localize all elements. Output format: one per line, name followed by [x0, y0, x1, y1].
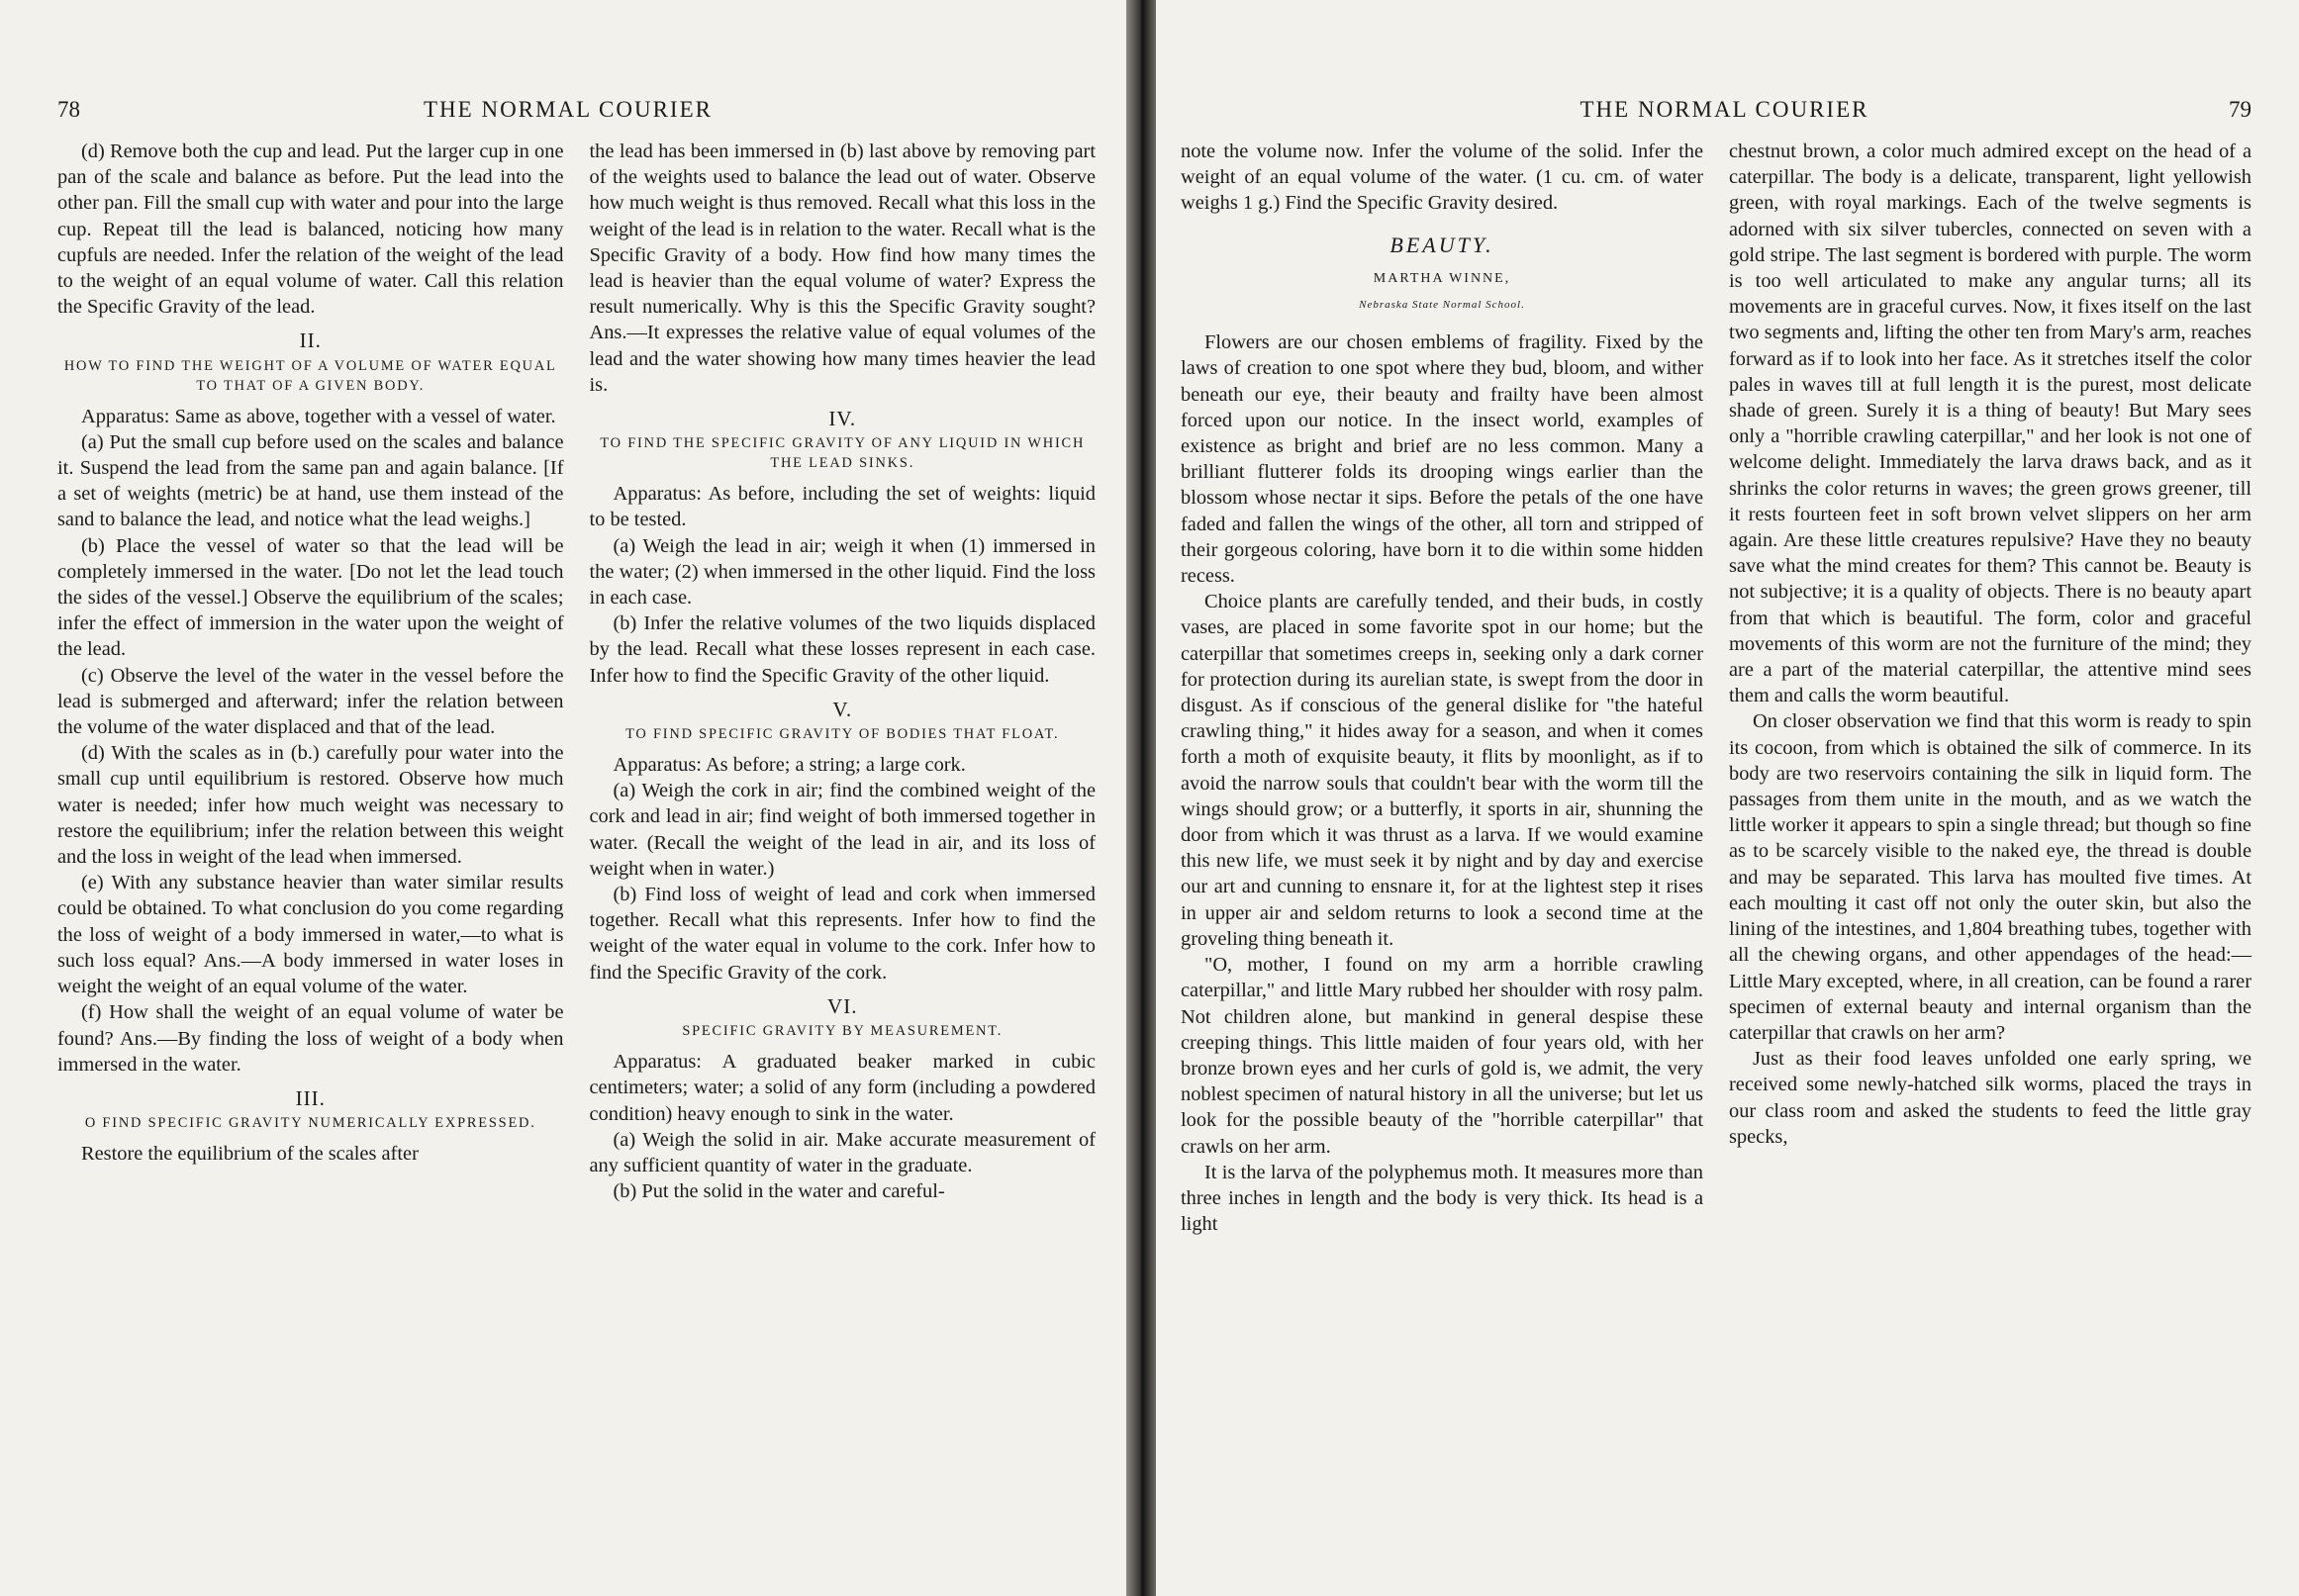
paragraph: (f) How shall the weight of an equal volume of water be found? Ans.—By finding the loss of weight of a body when immersed in the water.: [57, 1001, 564, 1076]
paragraph: Apparatus: Same as above, together with a vessel of water.: [81, 405, 556, 427]
section-number: II.: [299, 329, 322, 353]
right-page-number: 79: [2228, 97, 2251, 122]
left-column-2: [590, 139, 1097, 1204]
section-title: TO FIND SPECIFIC GRAVITY OF BODIES THAT FLOAT.: [625, 726, 1060, 743]
paragraph: (a) Weigh the solid in air. Make accurate measurement of any sufficient quantity of water in the graduate.: [589, 1128, 1096, 1176]
paragraph: Just as their food leaves unfolded one early spring, we received some newly-hatched silk worms, placed the trays in our class room and asked the students to feed the little gray specks,: [1729, 1048, 2251, 1148]
right-column-2: [1729, 139, 2251, 1237]
paragraph: "O, mother, I found on my arm a horrible crawling caterpillar," and little Mary rubbed her shoulder with rosy palm. Not children alone, but mankind in general despise these creeping things. This little maiden of four years old, with her bronze brown eyes and her curls of gold is, we admit, the very noblest specimen of natural history in all the universe; but let us look for the possible beauty of the "horrible caterpillar" that crawls on her arm.: [1181, 954, 1703, 1158]
paragraph: (e) With any substance heavier than water similar results could be obtained. To what conclusion do you come regarding the loss of weight of a body immersed in water,—to what is such loss equal? Ans.—A body immersed in water loses in weight the weight of an equal volume of the water.: [57, 872, 564, 998]
paragraph: note the volume now. Infer the volume of the solid. Infer the weight of an equal volume of the water. (1 cu. cm. of water weighs 1 g.) Find the Specific Gravity desired.: [1181, 141, 1703, 215]
paragraph: the lead has been immersed in (b) last above by removing part of the weights used to balance the lead out of water. Observe how much weight is thus removed. Recall what this loss in the weight of the lead is in relation to the water. Recall what is the Specific Gravity of a body. How find how many times the lead is heavier than the equal volume of water? Express the result numerically. Why is this the Specific Gravity sought? Ans.—It expresses the relative value of equal volumes of the lead and the water showing how many times heavier the lead is.: [589, 141, 1096, 396]
paragraph: On closer observation we find that this worm is ready to spin its cocoon, from which is obtained the silk of commerce. In its body are two reservoirs containing the silk in liquid form. The passages from them unite in the mouth, and as we watch the little worker it appears to spin a single thread; but though so fine as to be scarcely visible to the naked eye, the thread is double and may be separated. This larva has moulted five times. At each moulting it cast off not only the outer skin, but also the lining of the intestines, and 1,804 breathing tubes, together with all the chewing organs, and other appendages of the head:—Little Mary excepted, where, in all creation, can be found a rarer specimen of external beauty and internal organism than the caterpillar that crawls on her arm?: [1729, 710, 2251, 1044]
right-page: [1133, 0, 2299, 1596]
paragraph: (d) Remove both the cup and lead. Put the larger cup in one pan of the scale and balance as before. Put the lead into the other pan. Fill the small cup with water and pour into the large cup. Repeat till the lead is balanced, noticing how many cupfuls are needed. Infer the relation of the weight of the lead to the weight of an equal volume of water. Call this relation the Specific Gravity of the lead.: [57, 141, 564, 319]
paragraph: (b) Find loss of weight of lead and cork when immersed together. Recall what this represents. Infer how to find the weight of the water equal in volume to the cork. Infer how to find the Specific Gravity of the cork.: [589, 884, 1096, 984]
left-page-number: 78: [57, 97, 80, 122]
paragraph: (c) Observe the level of the water in the vessel before the lead is submerged and afterward; infer the relation between the volume of the water displaced and that of the lead.: [57, 664, 564, 739]
right-journal-title: THE NORMAL COURIER: [1580, 97, 1869, 122]
book-gutter: [1126, 0, 1156, 1596]
section-title: TO FIND THE SPECIFIC GRAVITY OF ANY LIQUID IN WHICH THE LEAD SINKS.: [600, 435, 1086, 472]
section-title: O FIND SPECIFIC GRAVITY NUMERICALLY EXPRESSED.: [84, 1115, 536, 1132]
paragraph: (b) Put the solid in the water and careful-: [613, 1180, 945, 1203]
paragraph: Apparatus: As before, including the set of weights: liquid to be tested.: [589, 483, 1096, 531]
paragraph: (d) With the scales as in (b.) carefully pour water into the small cup until equilibrium is restored. Observe how much water is needed; infer how much weight was necessary to restore the equilibrium; infer the relation between this weight and the loss in weight of the lead when immersed.: [57, 742, 564, 869]
section-number: IV.: [828, 407, 857, 431]
paragraph: chestnut brown, a color much admired except on the head of a caterpillar. The body is a delicate, transparent, light yellowish green, with royal markings. Each of the twelve segments is adorned with six silver tubercles, connected on seven with a gold stripe. The last segment is bordered with purple. The worm is too well articulated to make any angular turns; all its movements are in graceful curves. Now, it fixes itself on the last two segments and, lifting the other ten from Mary's arm, reaches forward as if to look into her face. As it stretches itself the color pales in waves till at full length it is the purest, most delicate shade of green. Surely it is a thing of beauty! But Mary sees only a "horrible crawling caterpillar," and her look is not one of welcome delight. Immediately the larva draws back, and as it shrinks the color returns in waves; the green grows greener, till it rests fourteen feet in soft brown velvet slippers on her arm again. Are these little creatures repulsive? Have they no beauty save what the mind creates for them? This cannot be. Beauty is not subjective; it is a quality of objects. There is no beauty apart from that which is beautiful. The form, color and graceful movements of this worm are not the furniture of the mind; they are a part of the material caterpillar, the attentive mind sees them and calls the worm beautiful.: [1729, 141, 2251, 707]
left-page: [0, 0, 1133, 1596]
left-column-1: [57, 139, 564, 1204]
paragraph: (a) Put the small cup before used on the scales and balance it. Suspend the lead from the same pan and again balance. [If a set of weights (metric) be at hand, use them instead of the sand to balance the lead, and notice what the lead weighs.]: [57, 430, 564, 531]
paragraph: Apparatus: A graduated beaker marked in cubic centimeters; water; a solid of any form (including a powdered condition) heavy enough to sink in the water.: [589, 1051, 1096, 1125]
paragraph: (b) Place the vessel of water so that the lead will be completely immersed in the water. [Do not let the lead touch the sides of the vessel.] Observe the equilibrium of the scales; infer the effect of immersion in the water upon the weight of the lead.: [57, 534, 564, 661]
section-number: V.: [832, 697, 853, 721]
paragraph: Restore the equilibrium of the scales after: [81, 1143, 419, 1166]
paragraph: (b) Infer the relative volumes of the two liquids displaced by the lead. Recall what these losses represent in each case. Infer how to find the Specific Gravity of the other liquid.: [589, 612, 1096, 687]
section-title: HOW TO FIND THE WEIGHT OF A VOLUME OF WATER EQUAL TO THAT OF A GIVEN BODY.: [63, 357, 557, 394]
author-affiliation: Nebraska State Normal School.: [1359, 299, 1525, 312]
article-author: MARTHA WINNE,: [1373, 270, 1511, 286]
paragraph: Apparatus: As before; a string; a large cork.: [613, 754, 966, 777]
article-title: BEAUTY.: [1389, 232, 1494, 257]
paragraph: (a) Weigh the cork in air; find the combined weight of the cork and lead in air; find weight of both immersed together in water. (Recall the weight of the lead in air, and its loss of weight when in water.): [589, 780, 1096, 880]
right-column-1: [1181, 139, 1703, 1237]
right-running-head: [1181, 97, 2251, 125]
left-running-head: [57, 97, 1096, 125]
section-number: III.: [295, 1085, 326, 1110]
section-title: SPECIFIC GRAVITY BY MEASUREMENT.: [682, 1023, 1004, 1040]
paragraph: Choice plants are carefully tended, and their buds, in costly vases, are placed in some favorite spot in our home; but the caterpillar that sometimes creeps in, seeking only a dark corner for protection during its aurelian state, is swept from the door in disgust. As if conscious of the general dislike for "the hateful crawling thing," it hides away for a season, and when it comes forth a moth of exquisite beauty, it flits by moonlight, as if to avoid the narrow souls that couldn't bear with the worm till the wings should grow; or a butterfly, it sports in air, shunning the door from which it was thrust as a larva. If we would examine this new life, we must seek it by night and by day and exercise our art and cunning to ensnare it, for at the lightest step it rises in upper air and seldom returns to look a second time at the groveling thing beneath it.: [1181, 591, 1703, 950]
paragraph: (a) Weigh the lead in air; weigh it when (1) immersed in the water; (2) when immersed in the other liquid. Find the loss in each case.: [589, 534, 1096, 610]
left-journal-title: THE NORMAL COURIER: [424, 97, 713, 122]
paragraph: It is the larva of the polyphemus moth. It measures more than three inches in length and the body is very thick. Its head is a light: [1181, 1161, 1703, 1236]
paragraph: Flowers are our chosen emblems of fragility. Fixed by the laws of creation to one spot where they bud, bloom, and wither beneath our eye, their beauty and frailty have been almost forced upon our notice. In the insect world, examples of existence as bright and brief are no less common. Many a brilliant flutterer folds its drooping wings earlier than the blossom whose nectar it sips. Before the petals of the one have faded and fallen the wings of the other, all torn and stripped of their gorgeous coloring, have born it to die within some hidden recess.: [1181, 331, 1703, 588]
section-number: VI.: [827, 993, 858, 1018]
